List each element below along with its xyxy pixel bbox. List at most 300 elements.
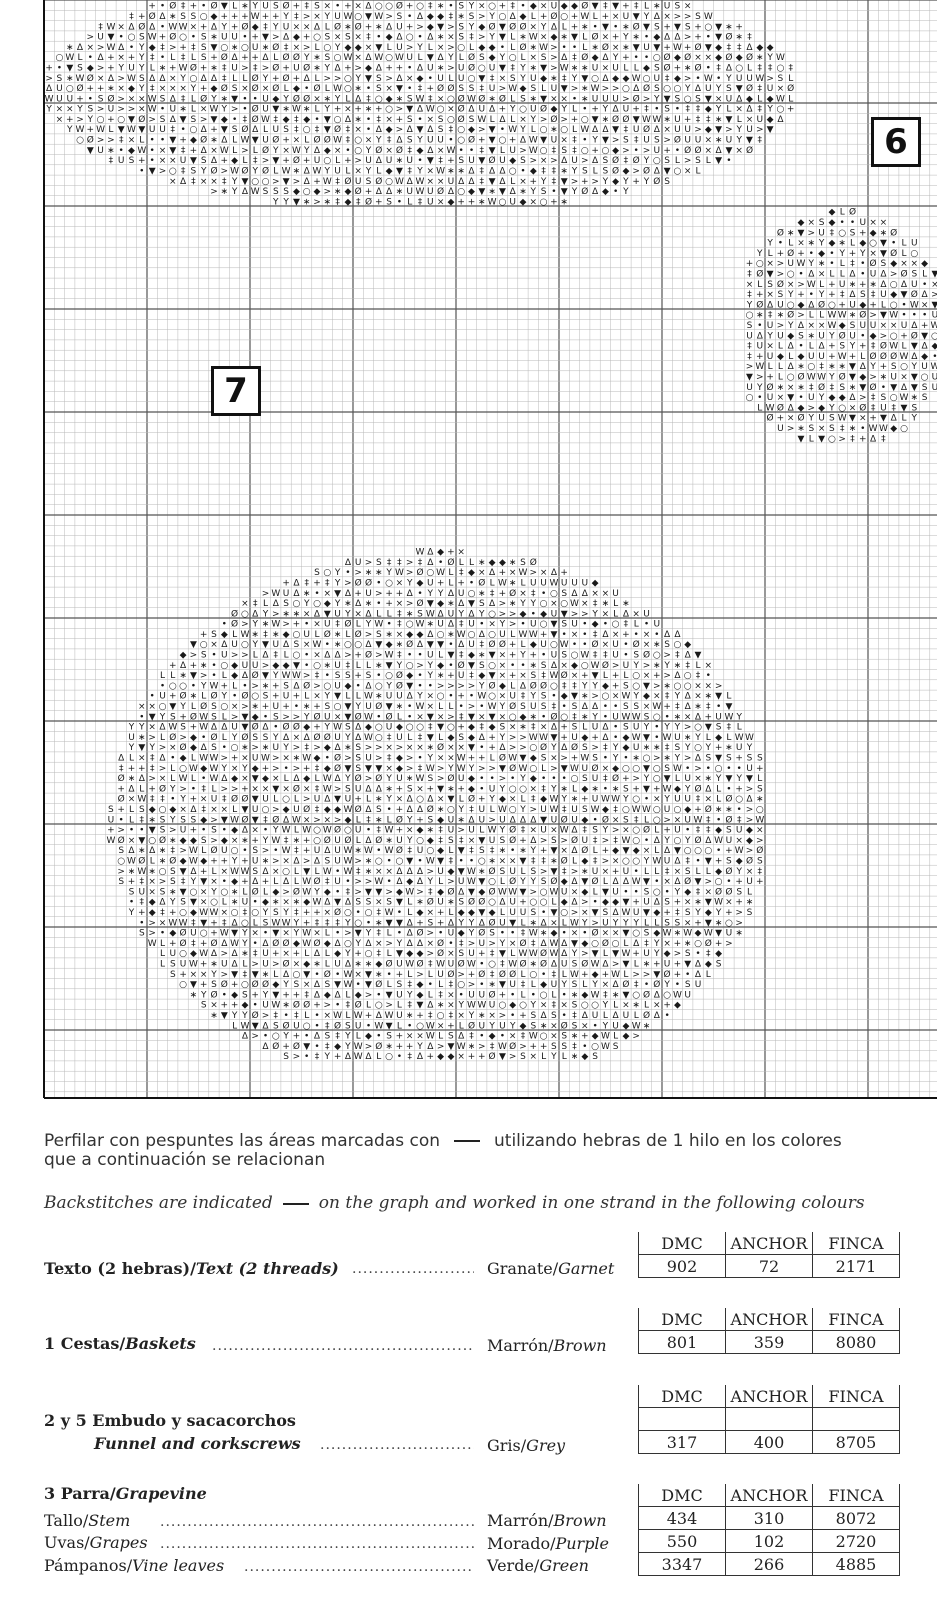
svg-text:Ø: Ø xyxy=(107,93,114,104)
svg-text:×: × xyxy=(550,754,558,764)
svg-text:+: + xyxy=(612,867,620,877)
svg-text:○: ○ xyxy=(560,125,568,135)
svg-text:Y: Y xyxy=(427,877,434,887)
svg-text:L: L xyxy=(129,805,134,815)
svg-text:•: • xyxy=(809,290,814,300)
svg-text:‡: ‡ xyxy=(274,115,279,125)
svg-text:Ø: Ø xyxy=(550,876,557,887)
svg-text:>: > xyxy=(427,929,435,939)
svg-text:Y: Y xyxy=(282,908,289,918)
svg-text:∗: ∗ xyxy=(478,197,486,207)
svg-text:U: U xyxy=(571,156,578,166)
svg-text:Ø: Ø xyxy=(767,382,774,393)
svg-text:U: U xyxy=(324,620,331,630)
svg-text:Δ: Δ xyxy=(417,867,424,877)
svg-text:Δ: Δ xyxy=(407,692,414,702)
svg-text:Ø: Ø xyxy=(581,52,588,63)
svg-text:S: S xyxy=(654,22,660,32)
svg-text:Δ: Δ xyxy=(324,651,331,661)
svg-text:L: L xyxy=(695,661,700,671)
svg-text:‡: ‡ xyxy=(181,53,186,63)
svg-text:Ø: Ø xyxy=(118,835,125,846)
svg-text:×: × xyxy=(921,300,929,310)
svg-text:S: S xyxy=(911,270,917,280)
svg-text:+: + xyxy=(602,12,610,22)
svg-text:○: ○ xyxy=(354,918,362,928)
svg-text:Ø: Ø xyxy=(478,93,485,104)
svg-text:+: + xyxy=(478,754,486,764)
colour-es: Granate/ xyxy=(487,1259,558,1278)
svg-text:S: S xyxy=(458,2,464,12)
svg-text:W: W xyxy=(343,867,352,877)
svg-text:•: • xyxy=(644,980,649,990)
svg-text:○: ○ xyxy=(653,805,661,815)
svg-text:▼: ▼ xyxy=(252,795,259,805)
svg-text:×: × xyxy=(303,22,311,32)
svg-text:Y: Y xyxy=(251,640,258,650)
svg-text:Ø: Ø xyxy=(138,114,145,125)
svg-text:U: U xyxy=(664,2,671,12)
svg-text:×: × xyxy=(334,146,342,156)
svg-text:Y: Y xyxy=(468,22,475,32)
svg-text:○: ○ xyxy=(200,640,208,650)
colour-es: Gris/ xyxy=(487,1436,526,1455)
svg-text:>: > xyxy=(221,754,229,764)
svg-text:×: × xyxy=(437,197,445,207)
svg-text:+: + xyxy=(365,187,373,197)
svg-text:○: ○ xyxy=(416,1021,424,1031)
svg-text:Δ: Δ xyxy=(654,1011,661,1021)
svg-text:×: × xyxy=(303,609,311,619)
svg-text:‡: ‡ xyxy=(459,651,464,661)
svg-text:Ø: Ø xyxy=(313,938,320,949)
svg-text:◆: ◆ xyxy=(190,136,197,146)
svg-text:∗: ∗ xyxy=(159,64,167,74)
svg-text:◆: ◆ xyxy=(190,836,197,846)
svg-text:Ø: Ø xyxy=(684,145,691,156)
svg-text:S: S xyxy=(520,558,526,568)
svg-text:Ø: Ø xyxy=(633,93,640,104)
svg-text:U: U xyxy=(808,393,815,403)
svg-text:L: L xyxy=(819,280,824,290)
svg-text:L: L xyxy=(809,311,814,321)
svg-text:▼: ▼ xyxy=(561,177,568,187)
svg-text:L: L xyxy=(448,568,453,578)
svg-text:S: S xyxy=(376,74,382,84)
svg-text:U: U xyxy=(674,115,681,125)
svg-text:L: L xyxy=(510,43,515,53)
svg-text:‡: ‡ xyxy=(407,1001,412,1011)
svg-text:Δ: Δ xyxy=(314,949,321,959)
svg-text:×: × xyxy=(571,671,579,681)
svg-text:○: ○ xyxy=(684,846,692,856)
svg-text:×: × xyxy=(56,115,64,125)
svg-text:•: • xyxy=(428,74,433,84)
svg-text:•: • xyxy=(376,846,381,856)
svg-text:>: > xyxy=(282,712,290,722)
svg-text:Δ: Δ xyxy=(314,146,321,156)
svg-text:L: L xyxy=(593,12,598,22)
svg-text:▼: ▼ xyxy=(262,671,269,681)
svg-text:Δ: Δ xyxy=(293,681,300,691)
svg-text:∗: ∗ xyxy=(457,167,465,177)
svg-text:L: L xyxy=(263,125,268,135)
svg-text:∗: ∗ xyxy=(365,867,373,877)
svg-text:Y: Y xyxy=(138,723,145,733)
svg-text:•: • xyxy=(716,846,721,856)
svg-text:L: L xyxy=(438,877,443,887)
svg-text:+: + xyxy=(354,105,362,115)
svg-text:+: + xyxy=(313,579,321,589)
svg-text:U: U xyxy=(551,609,558,619)
svg-text:+: + xyxy=(45,64,53,74)
svg-text:‡: ‡ xyxy=(418,84,423,94)
svg-text:L: L xyxy=(160,949,165,959)
svg-text:S: S xyxy=(623,815,629,825)
svg-text:U: U xyxy=(592,795,599,805)
svg-text:Δ: Δ xyxy=(602,630,609,640)
svg-text:W: W xyxy=(766,403,775,413)
svg-text:U: U xyxy=(612,887,619,897)
svg-text:‡: ‡ xyxy=(335,1032,340,1042)
svg-text:W: W xyxy=(354,1011,363,1021)
svg-text:>: > xyxy=(540,836,548,846)
svg-text:×: × xyxy=(128,836,136,846)
svg-text:>: > xyxy=(591,692,599,702)
svg-text:•: • xyxy=(459,146,464,156)
svg-text:×: × xyxy=(766,259,774,269)
svg-text:S: S xyxy=(263,918,269,928)
svg-text:Y: Y xyxy=(591,681,598,691)
svg-text:U: U xyxy=(334,12,341,22)
svg-text:◆: ◆ xyxy=(674,74,681,84)
svg-text:‡: ‡ xyxy=(119,136,124,146)
svg-text:L: L xyxy=(284,651,289,661)
svg-text:W: W xyxy=(168,918,177,928)
svg-text:+: + xyxy=(221,857,229,867)
svg-text:Ø: Ø xyxy=(437,742,444,753)
svg-text:•: • xyxy=(562,774,567,784)
svg-text:▼: ▼ xyxy=(489,146,496,156)
svg-text:▼: ▼ xyxy=(520,754,527,764)
svg-text:Ø: Ø xyxy=(365,650,372,661)
svg-text:>: > xyxy=(859,393,867,403)
svg-text:>: > xyxy=(117,94,125,104)
svg-text:>: > xyxy=(694,125,702,135)
svg-text:∗: ∗ xyxy=(612,990,620,1000)
svg-text:L: L xyxy=(407,197,412,207)
svg-text:×: × xyxy=(550,1032,558,1042)
anchor-code: 102 xyxy=(726,1530,813,1553)
svg-text:○: ○ xyxy=(612,620,620,630)
svg-text:•: • xyxy=(253,1001,258,1011)
svg-text:Ø: Ø xyxy=(592,32,599,43)
svg-text:+: + xyxy=(674,898,682,908)
svg-text:▼: ▼ xyxy=(324,115,331,125)
svg-text:Δ: Δ xyxy=(880,270,887,280)
svg-text:+: + xyxy=(550,197,558,207)
svg-text:•: • xyxy=(623,754,628,764)
svg-text:‡: ‡ xyxy=(603,990,608,1000)
svg-text:‡: ‡ xyxy=(480,167,485,177)
svg-text:U: U xyxy=(582,579,589,589)
svg-text:Y: Y xyxy=(354,702,361,712)
svg-text:+: + xyxy=(735,22,743,32)
svg-text:∗: ∗ xyxy=(303,702,311,712)
svg-text:S: S xyxy=(118,846,124,856)
svg-text:U: U xyxy=(592,867,599,877)
svg-text:‡: ‡ xyxy=(171,846,176,856)
svg-text:×: × xyxy=(818,270,826,280)
svg-text:▼: ▼ xyxy=(612,2,619,12)
svg-text:‡: ‡ xyxy=(284,43,289,53)
svg-text:Ø: Ø xyxy=(241,21,248,32)
svg-text:>: > xyxy=(251,960,259,970)
svg-text:Δ: Δ xyxy=(582,589,589,599)
svg-text:L: L xyxy=(366,661,371,671)
svg-text:‡: ‡ xyxy=(593,857,598,867)
svg-text:S: S xyxy=(160,115,166,125)
svg-text:>: > xyxy=(447,64,455,74)
svg-text:∗: ∗ xyxy=(210,136,218,146)
svg-text:×: × xyxy=(128,136,136,146)
svg-text:Y: Y xyxy=(169,815,176,825)
svg-text:∗: ∗ xyxy=(684,64,692,74)
svg-text:×: × xyxy=(385,867,393,877)
svg-text:+: + xyxy=(200,867,208,877)
svg-text:•: • xyxy=(860,424,865,434)
svg-text:Ø: Ø xyxy=(231,794,238,805)
svg-text:Δ: Δ xyxy=(335,743,342,753)
svg-text:U: U xyxy=(664,805,671,815)
svg-text:W: W xyxy=(261,754,270,764)
svg-text:S: S xyxy=(324,33,330,43)
svg-text:∗: ∗ xyxy=(705,692,713,702)
svg-text:▼: ▼ xyxy=(725,146,732,156)
svg-text:○: ○ xyxy=(344,74,352,84)
svg-text:◆: ◆ xyxy=(180,754,187,764)
svg-text:>: > xyxy=(643,146,651,156)
svg-text:∗: ∗ xyxy=(447,898,455,908)
svg-text:Δ: Δ xyxy=(211,949,218,959)
svg-text:Y: Y xyxy=(179,702,186,712)
svg-text:U: U xyxy=(860,321,867,331)
svg-text:Ø: Ø xyxy=(427,897,434,908)
svg-text:>: > xyxy=(550,156,558,166)
label-es: 3 Parra/ xyxy=(44,1484,116,1503)
svg-text:∗: ∗ xyxy=(478,867,486,877)
svg-text:Y: Y xyxy=(499,939,506,949)
svg-text:L: L xyxy=(284,84,289,94)
svg-text:‡: ‡ xyxy=(469,33,474,43)
svg-text:‡: ‡ xyxy=(387,136,392,146)
svg-text:Ø: Ø xyxy=(468,1020,475,1031)
svg-text:‡: ‡ xyxy=(696,671,701,681)
svg-text:Δ: Δ xyxy=(283,640,290,650)
svg-text:W: W xyxy=(292,671,301,681)
svg-text:○: ○ xyxy=(457,980,465,990)
svg-text:Ø: Ø xyxy=(334,825,341,836)
svg-text:>: > xyxy=(468,702,476,712)
svg-text:S: S xyxy=(664,764,670,774)
svg-text:Δ: Δ xyxy=(427,125,434,135)
svg-text:Y: Y xyxy=(406,990,413,1000)
svg-text:Y: Y xyxy=(746,743,753,753)
svg-text:•: • xyxy=(314,1011,319,1021)
svg-text:+: + xyxy=(117,784,125,794)
svg-text:‡: ‡ xyxy=(521,980,526,990)
svg-text:‡: ‡ xyxy=(181,167,186,177)
svg-text:○: ○ xyxy=(673,836,681,846)
svg-text:◆: ◆ xyxy=(550,105,557,115)
svg-text:•: • xyxy=(829,249,834,259)
svg-text:W: W xyxy=(735,733,744,743)
svg-text:W: W xyxy=(632,1021,641,1031)
svg-text:Y: Y xyxy=(571,187,578,197)
svg-text:Δ: Δ xyxy=(499,177,506,187)
svg-text:W: W xyxy=(838,414,847,424)
svg-text:◆: ◆ xyxy=(530,640,537,650)
svg-text:•: • xyxy=(417,33,422,43)
svg-text:Ø: Ø xyxy=(489,866,496,877)
svg-text:W: W xyxy=(488,702,497,712)
svg-text:L: L xyxy=(541,764,546,774)
svg-text:•: • xyxy=(304,661,309,671)
svg-text:Ø: Ø xyxy=(293,886,300,897)
svg-text:+: + xyxy=(602,970,610,980)
svg-text:◆: ◆ xyxy=(581,939,588,949)
svg-text:W: W xyxy=(714,836,723,846)
svg-text:‡: ‡ xyxy=(737,815,742,825)
svg-text:◆: ◆ xyxy=(870,331,877,341)
svg-text:Ø: Ø xyxy=(519,42,526,53)
svg-text:○: ○ xyxy=(540,620,548,630)
svg-text:W: W xyxy=(621,712,630,722)
svg-text:•: • xyxy=(345,146,350,156)
svg-text:▼: ▼ xyxy=(231,94,238,104)
svg-text:U: U xyxy=(911,280,918,290)
svg-text:Ø: Ø xyxy=(540,104,547,115)
svg-text:×: × xyxy=(416,784,424,794)
svg-text:>: > xyxy=(705,877,713,887)
svg-text:‡: ‡ xyxy=(263,630,268,640)
svg-text:>: > xyxy=(231,651,239,661)
label-en: Stem xyxy=(88,1511,130,1530)
svg-text:>: > xyxy=(437,681,445,691)
svg-text:Ø: Ø xyxy=(200,701,207,712)
svg-text:Δ: Δ xyxy=(365,939,372,949)
svg-text:Y: Y xyxy=(334,94,341,104)
svg-text:+: + xyxy=(540,1042,548,1052)
svg-text:Δ: Δ xyxy=(602,53,609,63)
svg-text:•: • xyxy=(778,239,783,249)
svg-text:∗: ∗ xyxy=(251,630,259,640)
svg-text:+: + xyxy=(406,22,414,32)
svg-text:∗: ∗ xyxy=(715,918,723,928)
svg-text:>: > xyxy=(869,311,877,321)
svg-text:○: ○ xyxy=(529,764,537,774)
svg-text:∗: ∗ xyxy=(262,970,270,980)
svg-text:•: • xyxy=(191,33,196,43)
svg-text:Δ: Δ xyxy=(571,846,578,856)
svg-text:L: L xyxy=(562,970,567,980)
svg-text:+: + xyxy=(107,115,115,125)
svg-text:W: W xyxy=(488,197,497,207)
svg-text:◆: ◆ xyxy=(128,84,135,94)
svg-text:L: L xyxy=(253,918,258,928)
svg-text:+: + xyxy=(663,146,671,156)
svg-text:W: W xyxy=(549,795,558,805)
svg-text:Δ: Δ xyxy=(613,980,620,990)
svg-text:S: S xyxy=(397,980,403,990)
svg-text:L: L xyxy=(232,630,237,640)
svg-text:∗: ∗ xyxy=(282,1001,290,1011)
svg-text:Y: Y xyxy=(581,681,588,691)
svg-text:U: U xyxy=(901,321,908,331)
svg-text:•: • xyxy=(304,651,309,661)
svg-text:•: • xyxy=(335,2,340,12)
svg-text:◆: ◆ xyxy=(303,960,310,970)
svg-text:○: ○ xyxy=(334,702,342,712)
svg-text:>: > xyxy=(756,836,764,846)
svg-text:○: ○ xyxy=(220,661,228,671)
svg-text:W: W xyxy=(797,259,806,269)
svg-text:>: > xyxy=(571,84,579,94)
svg-text:+: + xyxy=(581,177,589,187)
svg-text:◆: ◆ xyxy=(386,33,393,43)
svg-text:Δ: Δ xyxy=(788,403,795,413)
svg-text:‡: ‡ xyxy=(294,12,299,22)
svg-text:∗: ∗ xyxy=(694,702,702,712)
svg-text:Δ: Δ xyxy=(448,187,455,197)
svg-text:U: U xyxy=(736,743,743,753)
backstitch-instructions-en xyxy=(44,1193,924,1213)
svg-text:U: U xyxy=(427,579,434,589)
svg-text:•: • xyxy=(314,589,319,599)
svg-text:•: • xyxy=(541,908,546,918)
svg-text:>: > xyxy=(560,115,568,125)
svg-text:◆: ◆ xyxy=(344,43,351,53)
svg-text:▼: ▼ xyxy=(509,918,516,928)
svg-text:∗: ∗ xyxy=(530,43,538,53)
svg-text:W: W xyxy=(240,136,249,146)
svg-text:Y: Y xyxy=(828,373,835,383)
svg-text:+: + xyxy=(303,764,311,774)
svg-text:×: × xyxy=(159,774,167,784)
svg-text:▼: ▼ xyxy=(767,270,774,280)
svg-text:×: × xyxy=(818,321,826,331)
svg-text:>: > xyxy=(313,197,321,207)
svg-text:Ø: Ø xyxy=(293,93,300,104)
svg-text:○: ○ xyxy=(313,826,321,836)
svg-text:U: U xyxy=(818,414,825,424)
svg-text:+: + xyxy=(499,2,507,12)
svg-text:+: + xyxy=(107,826,115,836)
svg-text:Ø: Ø xyxy=(911,289,918,300)
svg-text:○: ○ xyxy=(354,640,362,650)
svg-text:U: U xyxy=(159,692,166,702)
svg-text:W: W xyxy=(426,1021,435,1031)
svg-text:S: S xyxy=(57,74,63,84)
svg-text:▼: ▼ xyxy=(849,373,856,383)
svg-text:×: × xyxy=(694,774,702,784)
svg-text:>: > xyxy=(272,805,280,815)
svg-text:Δ: Δ xyxy=(242,826,249,836)
svg-text:Y: Y xyxy=(344,949,351,959)
svg-text:▼: ▼ xyxy=(550,867,557,877)
svg-text:U: U xyxy=(334,661,341,671)
svg-text:‡: ‡ xyxy=(129,12,134,22)
